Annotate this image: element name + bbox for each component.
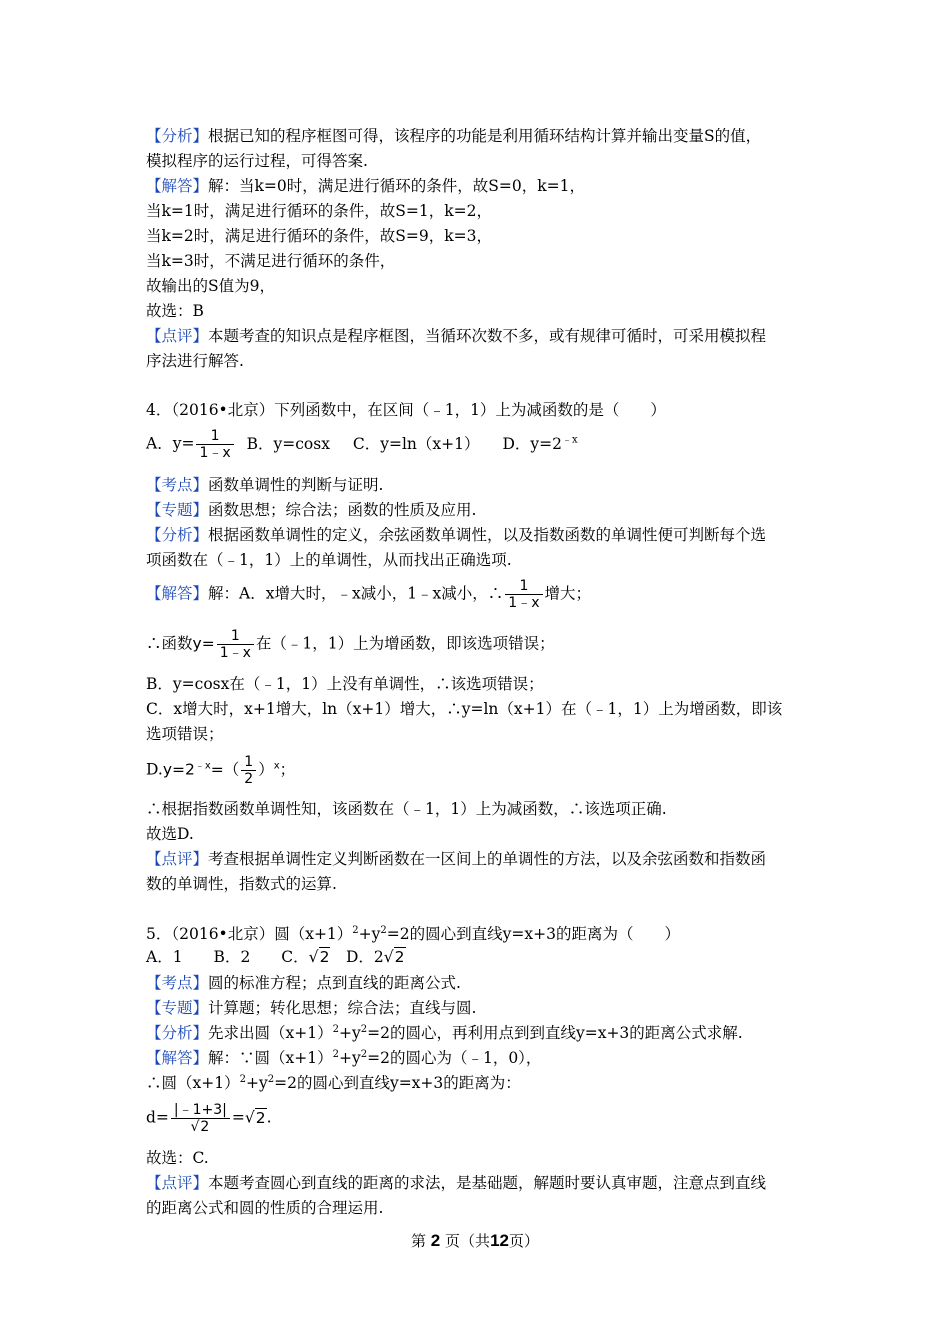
solution-tag: 【解答】 — [146, 177, 209, 195]
q4-point: 【考点】函数单调性的判断与证明. — [146, 476, 384, 494]
q3-comment: 【点评】本题考查的知识点是程序框图，当循环次数不多，或有规律可循时，可采用模拟程 — [146, 327, 767, 345]
q5-stem: 5．（2016•北京）圆$(x+1)^2+y^2=2$的圆心到直线y=x+3的距离为（ ） — [146, 924, 680, 943]
q4-step-5: 选项错误； — [146, 725, 224, 743]
q3-analysis-cont: 模拟程序的运行过程，可得答案. — [146, 152, 368, 170]
q4-choice: 故选D. — [146, 825, 194, 843]
q4-analysis-cont: 项函数在（﹣1，1）上的单调性，从而找出正确选项. — [146, 551, 512, 569]
q5-comment: 【点评】本题考查圆心到直线的距离的求法，是基础题，解题时要认真审题，注意点到直线 — [146, 1174, 767, 1192]
fraction: $\frac{1}{1﹣x}$ — [505, 578, 542, 611]
q4-comment-cont: 数的单调性，指数式的运算. — [146, 875, 337, 893]
q4-stem: 4．（2016•北京）下列函数中，在区间（﹣1，1）上为减函数的是（ ） — [146, 401, 666, 419]
q5-step-3: d= $\frac{|﹣1+3|}{√2}$ =√2. — [146, 1102, 272, 1135]
topic-tag: 【专题】 — [146, 999, 209, 1017]
fraction-half: $\frac{1}{2}$ — [241, 754, 256, 787]
solution-tag: 【解答】 — [146, 1049, 209, 1067]
comment-tag: 【点评】 — [146, 327, 209, 345]
q3-solution: 【解答】解：当k=0时，满足进行循环的条件，故S=0，k=1， — [146, 177, 585, 195]
comment-tag: 【点评】 — [146, 850, 209, 868]
sqrt-2: √2 — [190, 1119, 210, 1135]
q5-analysis: 【分析】先求出圆$(x+1)^2+y^2=2$的圆心，再利用点到到直线y=x+3的距离公式求解. — [146, 1023, 743, 1042]
solution-tag: 【解答】 — [146, 584, 209, 603]
q4-step-3: B．y=cosx在（﹣1，1）上没有单调性，∴该选项错误； — [146, 675, 544, 693]
q4-step-6: $D.y=2^{﹣x}=$（ $\frac{1}{2}$ ）$^x$； — [146, 754, 296, 787]
q4-topic: 【专题】函数思想；综合法；函数的性质及应用. — [146, 501, 477, 519]
q5-point: 【考点】圆的标准方程；点到直线的距离公式. — [146, 974, 461, 992]
q4-step-4: C．x增大时，x+1增大，ln（x+1）增大，∴y=ln（x+1）在（﹣1，1）上为增函数，即该 — [146, 700, 783, 718]
q4-options: A．y= $\frac{1}{1﹣x}$ B．y=cosx C．y=ln（x+1） D．$y=2^{﹣x}$ — [146, 428, 578, 461]
q5-solution: 【解答】解：∵圆$(x+1)^2+y^2=2$的圆心为（﹣1，0）， — [146, 1048, 542, 1067]
comment-tag: 【点评】 — [146, 1174, 209, 1192]
q5-topic: 【专题】计算题；转化思想；综合法；直线与圆. — [146, 999, 477, 1017]
q3-step-2: 当k=1时，满足进行循环的条件，故S=1，k=2， — [146, 202, 492, 220]
q3-choice: 故选：B — [146, 302, 204, 320]
q3-step-4: 当k=3时，不满足进行循环的条件， — [146, 252, 396, 270]
topic-tag: 【专题】 — [146, 501, 209, 519]
sqrt-2: √2 — [244, 1108, 266, 1127]
fraction: $\frac{1}{1﹣x}$ — [217, 628, 254, 661]
q5-options: A．1 B．2 C．√2 D．2√2 — [146, 948, 405, 966]
q5-choice: 故选：C. — [146, 1149, 209, 1167]
fraction: $\frac{1}{1﹣x}$ — [196, 428, 233, 461]
sqrt-2: √2 — [383, 948, 405, 966]
q4-comment: 【点评】考查根据单调性定义判断函数在一区间上的单调性的方法，以及余弦函数和指数函 — [146, 850, 767, 868]
sqrt-2: √2 — [308, 948, 330, 966]
q4-step-7: ∴根据指数函数单调性知，该函数在（﹣1，1）上为减函数，∴该选项正确. — [146, 800, 667, 818]
point-tag: 【考点】 — [146, 476, 209, 494]
q3-comment-cont: 序法进行解答. — [146, 352, 244, 370]
q5-step-2: ∴圆$(x+1)^2+y^2=2$的圆心到直线y=x+3的距离为： — [146, 1073, 521, 1092]
q4-analysis: 【分析】根据函数单调性的定义，余弦函数单调性，以及指数函数的单调性便可判断每个选 — [146, 526, 767, 544]
analysis-tag: 【分析】 — [146, 1024, 209, 1042]
q5-comment-cont: 的距离公式和圆的性质的合理运用. — [146, 1199, 384, 1217]
analysis-tag: 【分析】 — [146, 127, 209, 145]
analysis-tag: 【分析】 — [146, 526, 209, 544]
point-tag: 【考点】 — [146, 974, 209, 992]
q3-step-3: 当k=2时，满足进行循环的条件，故S=9，k=3， — [146, 227, 492, 245]
distance-fraction: $\frac{|﹣1+3|}{√2}$ — [171, 1102, 230, 1135]
q3-output: 故输出的S值为9， — [146, 277, 275, 295]
q4-solution: 【解答】解：A．x增大时，﹣x减小，1﹣x减小，∴ $\frac{1}{1﹣x}$ 增大； — [146, 578, 592, 611]
page-total: 12 — [490, 1231, 509, 1250]
page-number: 2 — [430, 1231, 441, 1250]
page-footer: 第 2 页（共12页） — [411, 1231, 539, 1250]
q4-step-2: ∴函数y= $\frac{1}{1﹣x}$ 在（﹣1，1）上为增函数，即该选项错误； — [146, 628, 555, 661]
q3-analysis: 【分析】根据已知的程序框图可得，该程序的功能是利用循环结构计算并输出变量S的值， — [146, 127, 762, 145]
